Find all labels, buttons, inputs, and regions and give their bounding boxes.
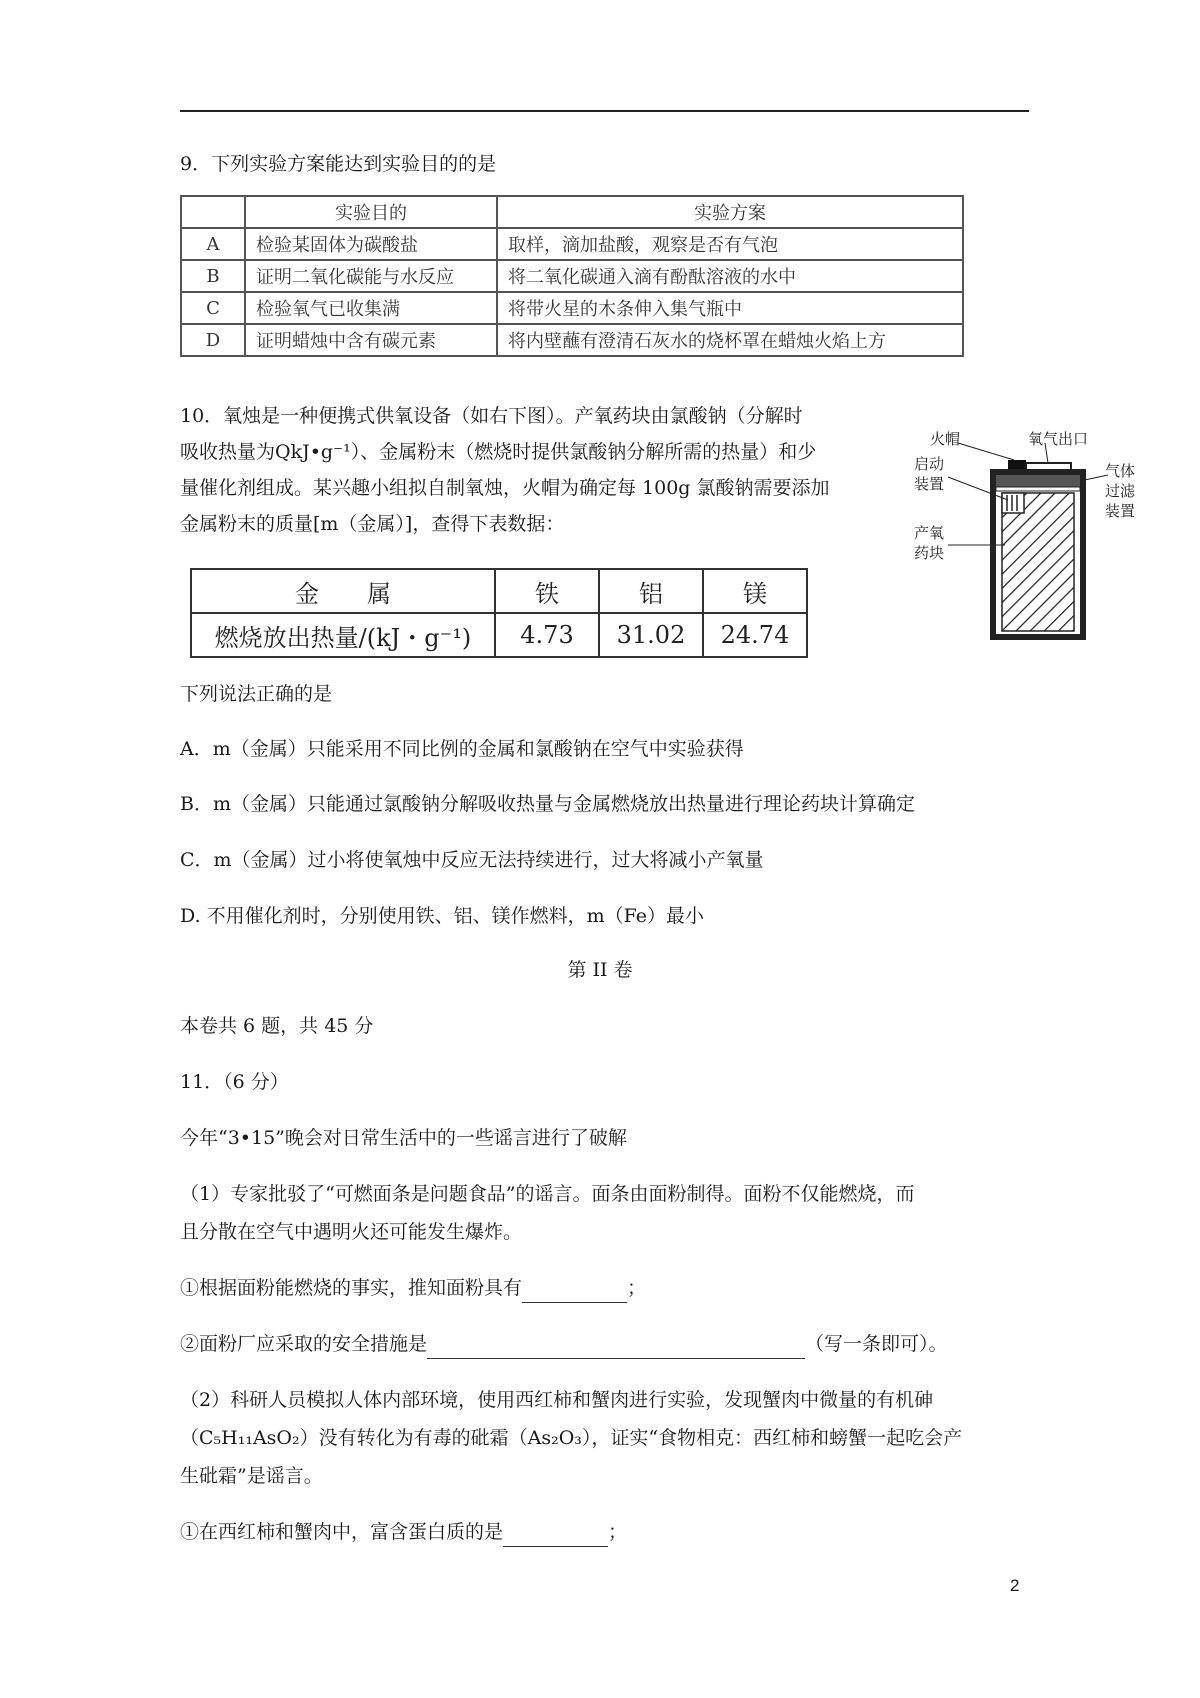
plan-cell: 将内壁蘸有澄清石灰水的烧杯罩在蜡烛火焰上方	[497, 324, 963, 356]
q10-line-1: 10．氧烛是一种便携式供氧设备（如右下图）。产氧药块由氯酸钠（分解时	[180, 405, 803, 427]
q10-option-a: A．m（金属）只能采用不同比例的金属和氯酸钠在空气中实验获得	[180, 738, 744, 760]
q11-s3	[180, 1518, 627, 1547]
metal-fe: 铁	[495, 569, 599, 613]
starter-shape	[1002, 493, 1024, 513]
q9-stem: 9．下列实验方案能达到实验目的的是	[180, 153, 497, 175]
purpose-cell: 检验氧气已收集满	[245, 292, 497, 324]
q11-p1-line1: （1）专家批驳了“可燃面条是问题食品”的谣言。面条由面粉制得。面粉不仅能燃烧，而	[180, 1183, 915, 1205]
plan-cell: 将带火星的木条伸入集气瓶中	[497, 292, 963, 324]
metal-header: 金 属	[191, 569, 495, 613]
option-label: A	[181, 228, 245, 260]
plan-cell: 将二氧化碳通入滴有酚酞溶液的水中	[497, 260, 963, 292]
q10-option-b: B．m（金属）只能通过氯酸钠分解吸收热量与金属燃烧放出热量进行理论药块计算确定	[180, 793, 915, 815]
q10-line-3: 量催化剂组成。某兴趣小组拟自制氧烛，火帽为确定每 100g 氯酸钠需要添加	[180, 477, 830, 499]
heat-al: 31.02	[599, 613, 703, 657]
metal-al: 铝	[599, 569, 703, 613]
q11-s3-end: ；	[608, 1521, 628, 1543]
plan-cell: 取样，滴加盐酸，观察是否有气泡	[497, 228, 963, 260]
label-starter-1: 启动	[914, 455, 945, 473]
q10-prompt: 下列说法正确的是	[180, 683, 333, 705]
table-row	[191, 613, 807, 657]
q9-table	[180, 195, 964, 357]
answer-blank-3[interactable]	[503, 1518, 608, 1547]
label-outlet: 氧气出口	[1028, 430, 1089, 448]
q10-line-2: 吸收热量为QkJ•g⁻¹）、金属粉末（燃烧时提供氯酸钠分解所需的热量）和少	[180, 441, 817, 463]
q11-s1-text: ①根据面粉能燃烧的事实，推知面粉具有	[180, 1277, 523, 1299]
label-cap: 火帽	[930, 430, 961, 448]
q11-p2-line1: （2）科研人员模拟人体内部环境，使用西红柿和蟹肉进行实验，发现蟹肉中微量的有机砷	[180, 1389, 934, 1411]
q11-s1-end: ；	[627, 1277, 647, 1299]
q11-intro: 今年“3•15”晚会对日常生活中的一些谣言进行了破解	[180, 1127, 627, 1149]
heat-header: 燃烧放出热量/(kJ・g⁻¹)	[191, 613, 495, 657]
answer-blank-1[interactable]	[522, 1274, 627, 1303]
table-row	[181, 228, 963, 260]
q11-s2-end: （写一条即可）。	[805, 1333, 948, 1355]
filter-layer	[996, 475, 1080, 487]
q11-header: 11．（6 分）	[180, 1071, 289, 1093]
q11-s2	[180, 1330, 948, 1359]
q10-option-d: D. 不用催化剂时，分别使用铁、铝、镁作燃料，m（Fe）最小	[180, 905, 705, 927]
metal-mg: 镁	[703, 569, 807, 613]
q10-line-4: 金属粉末的质量[m（金属）]，查得下表数据：	[180, 513, 565, 535]
answer-blank-2[interactable]	[427, 1330, 805, 1359]
table-row	[191, 569, 807, 613]
q9-header-plan: 实验方案	[497, 196, 963, 228]
q9-header-label	[181, 196, 245, 228]
page-number: 2	[1010, 1576, 1020, 1595]
purpose-cell: 检验某固体为碳酸盐	[245, 228, 497, 260]
q11-p1-line2: 且分散在空气中遇明火还可能发生爆炸。	[180, 1221, 523, 1243]
label-starter-2: 装置	[914, 475, 945, 493]
label-block-1: 产氧	[914, 524, 945, 542]
table-row	[181, 292, 963, 324]
heat-mg: 24.74	[703, 613, 807, 657]
option-label: C	[181, 292, 245, 324]
heat-fe: 4.73	[495, 613, 599, 657]
q11-s1	[180, 1274, 646, 1303]
q11-p2-line3: 生砒霜”是谣言。	[180, 1465, 323, 1487]
header-rule	[180, 110, 1029, 112]
option-label: B	[181, 260, 245, 292]
q11-s3-text: ①在西红柿和蟹肉中，富含蛋白质的是	[180, 1521, 504, 1543]
part2-subtitle: 本卷共 6 题，共 45 分	[180, 1015, 374, 1037]
q11-p2-line2: （C₅H₁₁AsO₂）没有转化为有毒的砒霜（As₂O₃），证实“食物相克：西红柿和螃蟹一起吃会产	[180, 1427, 963, 1449]
part2-title: 第 II 卷	[567, 959, 633, 981]
label-filter-2: 过滤	[1105, 482, 1136, 500]
purpose-cell: 证明蜡烛中含有碳元素	[245, 324, 497, 356]
label-filter-1: 气体	[1105, 462, 1136, 480]
q9-header-purpose: 实验目的	[245, 196, 497, 228]
option-label: D	[181, 324, 245, 356]
q10-metal-table	[190, 568, 808, 658]
oxygen-candle-diagram	[910, 425, 1150, 655]
q11-s2-text: ②面粉厂应采取的安全措施是	[180, 1333, 428, 1355]
q10-option-c: C．m（金属）过小将使氧烛中反应无法持续进行，过大将减小产氧量	[180, 849, 764, 871]
label-filter-3: 装置	[1105, 502, 1136, 520]
q9-table-header	[181, 196, 963, 228]
purpose-cell: 证明二氧化碳能与水反应	[245, 260, 497, 292]
table-row	[181, 260, 963, 292]
label-block-2: 药块	[914, 544, 945, 562]
table-row	[181, 324, 963, 356]
